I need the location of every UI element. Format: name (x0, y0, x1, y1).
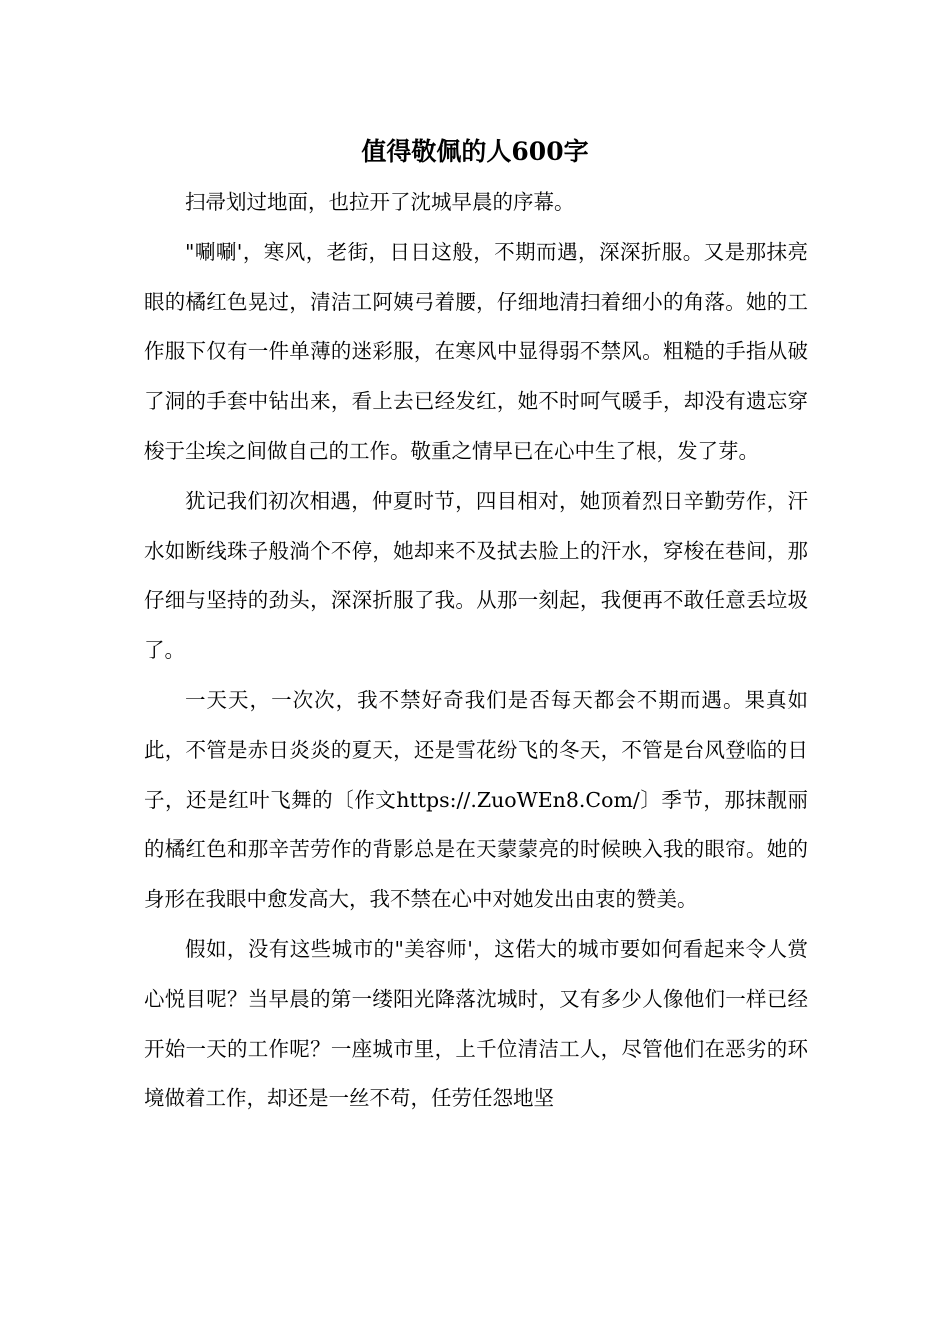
paragraph-3: 犹记我们初次相遇，仲夏时节，四目相对，她顶着烈日辛勤劳作，汗水如断线珠子般淌个不停，她却来不及拭去脸上的汗水，穿梭在巷间，那仔细与坚持的劲头，深深折服了我。从那一刻起，我便再不敢任意丢垃圾了。 (144, 488, 808, 663)
document-title: 值得敬佩的人600字 (361, 137, 589, 166)
paragraph-1: 扫帚划过地面，也拉开了沈城早晨的序幕。 (185, 190, 575, 214)
paragraph-2: "唰唰'，寒风，老街，日日这般，不期而遇，深深折服。又是那抹亮眼的橘红色晃过，清洁工阿姨弓着腰，仔细地清扫着细小的角落。她的工作服下仅有一件单薄的迷彩服，在寒风中显得弱不禁风。粗糙的手指从破了洞的手套中钻出来，看上去已经发红，她不时呵气暖手，却没有遗忘穿梭于尘埃之间做自己的工作。敬重之情早已在心中生了根，发了芽。 (144, 239, 808, 463)
paragraph-5: 假如，没有这些城市的"美容师'，这偌大的城市要如何看起来令人赏心悦目呢？当早晨的第一缕阳光降落沈城时，又有多少人像他们一样已经开始一天的工作呢？一座城市里，上千位清洁工人，尽管他们在恶劣的环境做着工作，却还是一丝不苟，任劳任怨地坚 (144, 936, 808, 1111)
paragraph-4: 一天天，一次次，我不禁好奇我们是否每天都会不期而遇。果真如此，不管是赤日炎炎的夏天，还是雪花纷飞的冬天，不管是台风登临的日子，还是红叶飞舞的〔作文https://.ZuoWEn8.Com/〕季节，那抹靓丽的橘红色和那辛苦劳作的背影总是在天蒙蒙亮的时候映入我的眼帘。她的身形在我眼中愈发高大，我不禁在心中对她发出由衷的赞美。 (144, 687, 808, 912)
document-body (144, 178, 808, 1124)
